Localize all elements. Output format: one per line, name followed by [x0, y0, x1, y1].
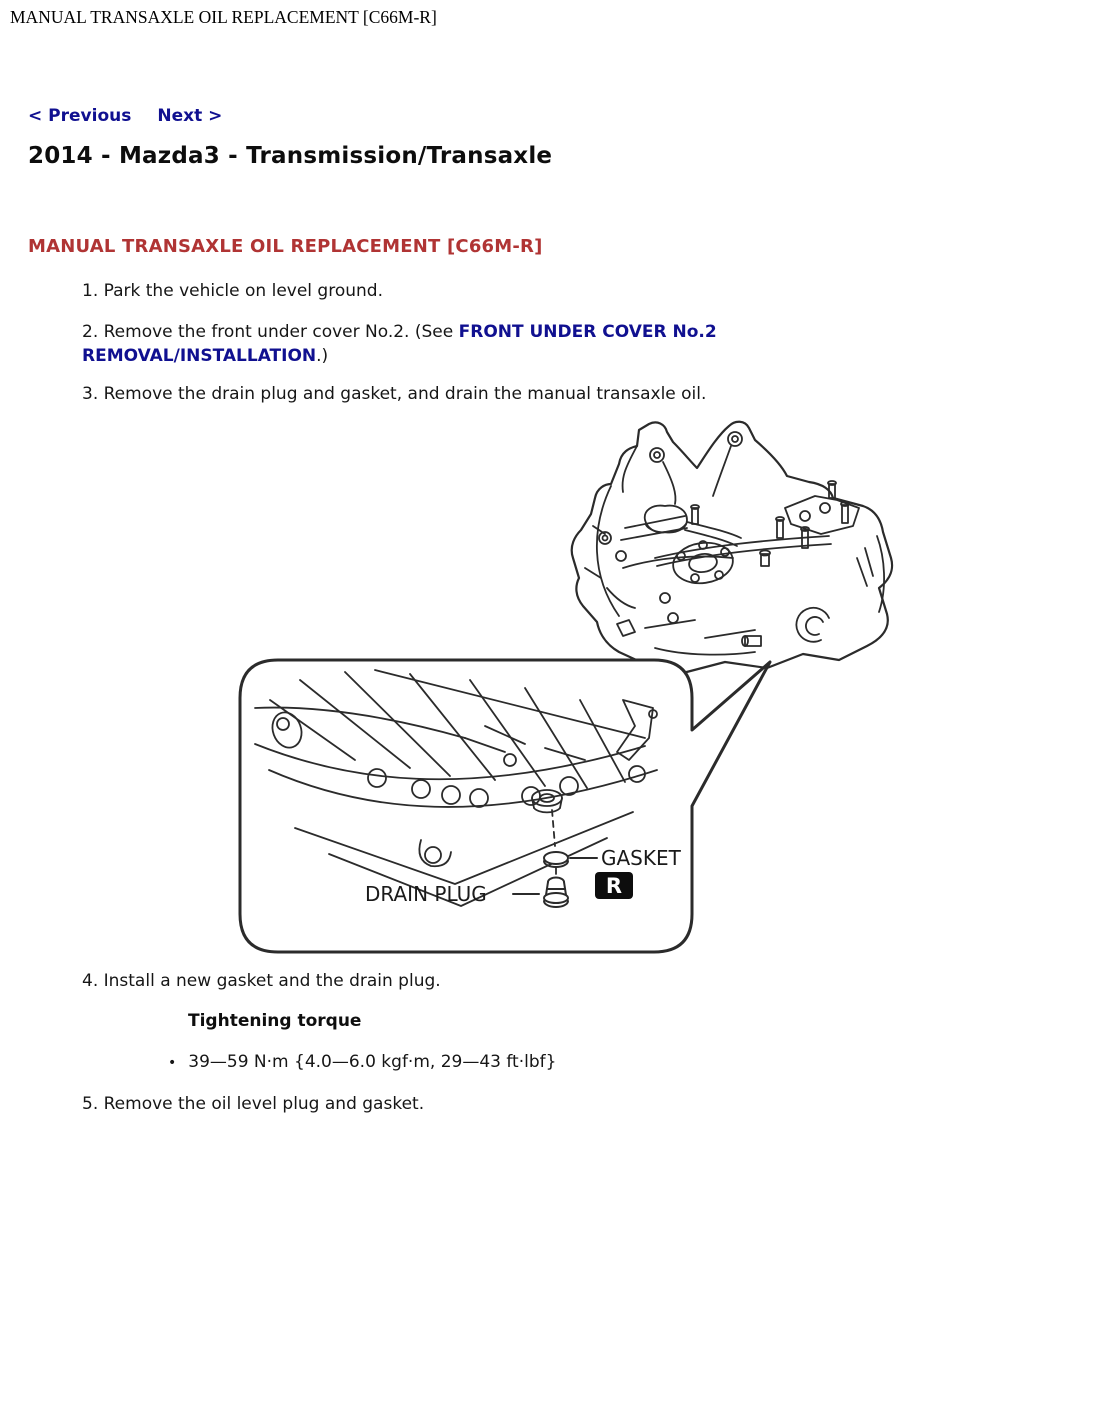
section-heading: MANUAL TRANSAXLE OIL REPLACEMENT [C66M-R] [28, 236, 543, 257]
gasket-label: GASKET [601, 846, 681, 870]
step-4: 4. Install a new gasket and the drain plug. [82, 971, 441, 991]
torque-heading: Tightening torque [188, 1011, 362, 1031]
drain-plug-label: DRAIN PLUG [365, 882, 487, 906]
transaxle-illustration [572, 422, 892, 674]
step-5: 5. Remove the oil level plug and gasket. [82, 1094, 425, 1114]
previous-link[interactable]: < Previous [28, 106, 132, 126]
replace-part-badge-letter: R [605, 874, 623, 898]
front-under-cover-link-line2: REMOVAL/INSTALLATION [82, 346, 317, 366]
gasket-symbol [544, 852, 568, 867]
pager-nav [28, 106, 222, 126]
page-title: 2014 - Mazda3 - Transmission/Transaxle [28, 143, 553, 169]
next-link[interactable]: Next > [157, 106, 223, 126]
drain-plug-figure [225, 408, 915, 968]
callout-box [240, 660, 770, 952]
window-page-header: MANUAL TRANSAXLE OIL REPLACEMENT [C66M-R] [10, 7, 437, 27]
bullet-icon: • [168, 1055, 177, 1071]
front-under-cover-link-line1: FRONT UNDER COVER No.2 [458, 322, 717, 342]
step-2-suffix: .) [316, 346, 329, 366]
torque-spec-item [168, 1052, 556, 1075]
replace-part-badge [595, 872, 633, 899]
step-2 [82, 320, 922, 368]
step-3: 3. Remove the drain plug and gasket, and drain the manual transaxle oil. [82, 384, 707, 404]
torque-value: 39—59 N·m {4.0—6.0 kgf·m, 29—43 ft·lbf} [188, 1052, 557, 1072]
step-2-text: 2. Remove the front under cover No.2. (See [82, 322, 459, 342]
step-1: 1. Park the vehicle on level ground. [82, 281, 383, 301]
drain-plug-figure-svg [225, 408, 915, 968]
